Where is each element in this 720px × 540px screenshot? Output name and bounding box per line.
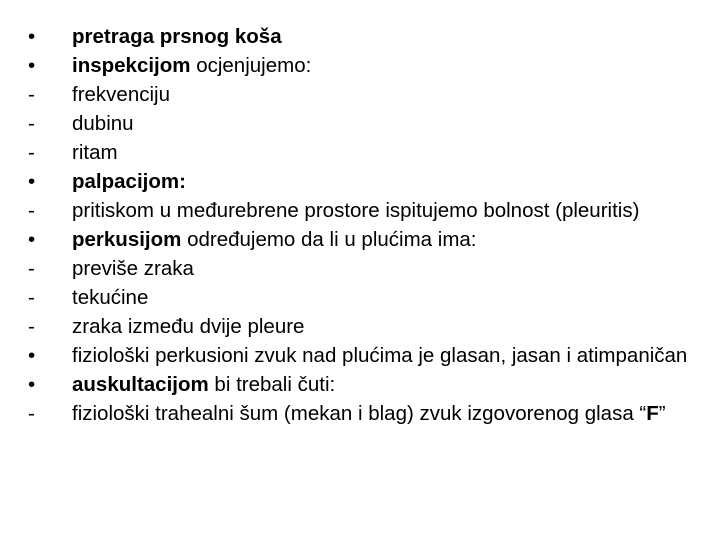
item-text: tekućine	[72, 286, 149, 309]
dash-marker: -	[28, 402, 35, 425]
list-item	[28, 171, 708, 192]
bullet-marker: •	[28, 54, 36, 77]
item-text: ritam	[72, 141, 118, 164]
bullet-list	[28, 26, 708, 432]
item-text: zraka između dvije pleure	[72, 315, 305, 338]
item-bold-letter: F	[646, 402, 659, 425]
bullet-marker: •	[28, 228, 36, 251]
item-text: previše zraka	[72, 257, 194, 280]
item-text: fiziološki perkusioni zvuk nad plućima je glasan, jasan i atimpaničan	[72, 344, 688, 367]
bullet-marker: •	[28, 25, 36, 48]
list-item	[28, 55, 708, 76]
list-item	[28, 113, 708, 134]
item-bold-text: perkusijom	[72, 228, 182, 251]
item-bold-text: pretraga prsnog koša	[72, 25, 282, 48]
item-text-after: ”	[658, 402, 666, 425]
bullet-marker: •	[28, 170, 36, 193]
dash-marker: -	[28, 286, 35, 309]
list-item	[28, 258, 708, 279]
item-bold-text: auskultacijom	[72, 373, 209, 396]
bullet-marker: •	[28, 373, 36, 396]
item-text: ocjenjujemo:	[190, 54, 312, 77]
dash-marker: -	[28, 83, 35, 106]
list-item	[28, 316, 708, 337]
dash-marker: -	[28, 315, 35, 338]
list-item	[28, 403, 708, 424]
list-item	[28, 26, 708, 47]
item-text: pritiskom u međurebrene prostore ispitujemo bolnost (pleuritis)	[72, 199, 640, 222]
item-text: frekvenciju	[72, 83, 170, 106]
dash-marker: -	[28, 141, 35, 164]
bullet-marker: •	[28, 344, 36, 367]
list-item	[28, 200, 708, 221]
item-text: fiziološki trahealni šum (mekan i blag) zvuk izgovorenog glasa “	[72, 402, 647, 425]
list-item	[28, 345, 708, 366]
list-item	[28, 84, 708, 105]
list-item	[28, 374, 708, 395]
dash-marker: -	[28, 257, 35, 280]
list-item	[28, 142, 708, 163]
item-bold-text: palpacijom:	[72, 170, 186, 193]
list-item	[28, 229, 708, 250]
item-text: određujemo da li u plućima ima:	[181, 228, 477, 251]
dash-marker: -	[28, 112, 35, 135]
dash-marker: -	[28, 199, 35, 222]
item-bold-text: inspekcijom	[72, 54, 191, 77]
item-text: bi trebali čuti:	[208, 373, 336, 396]
list-item	[28, 287, 708, 308]
item-text: dubinu	[72, 112, 134, 135]
